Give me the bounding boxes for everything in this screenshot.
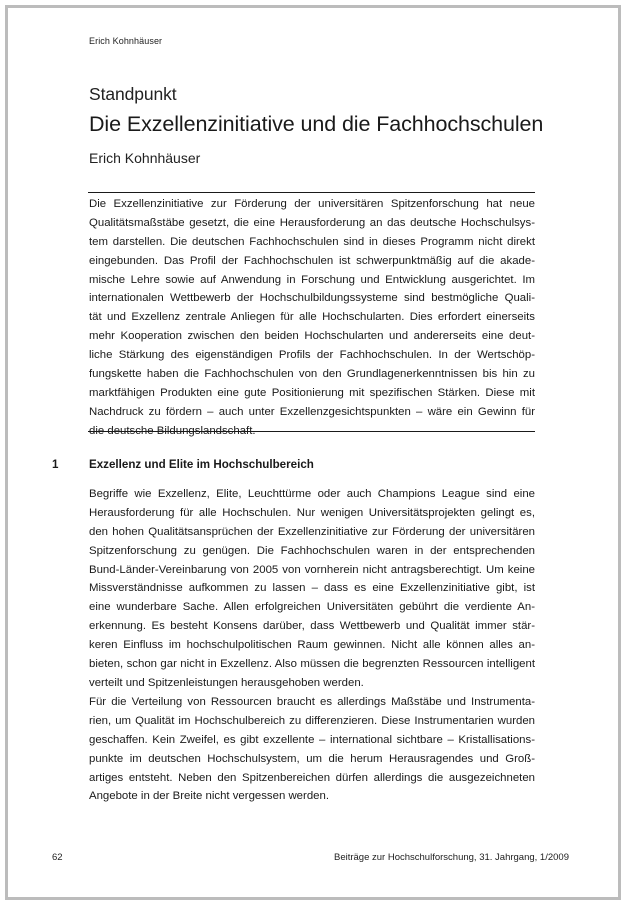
body-paragraph [89,693,535,806]
paragraph-line: Für die Verteilung von Ressourcen braucht es allerdings Maßstäbe und Instrumenta- [89,696,535,708]
paragraph-line: verteilt und Spitzenleistungen herausgehoben werden. [89,676,364,689]
abstract-line: tem darstellen. Die deutschen Fachhochschulen sind in dieses Programm nicht direkt [89,235,535,248]
abstract-line: internationalen Wettbewerb der Hochschulbildungssysteme sind bestmögliche Quali- [89,292,535,305]
abstract [89,195,535,441]
abstract-line: mische Lehre sowie auf Anwendung in Forschung und Entwicklung ausgerichtet. Im [89,273,535,286]
footer-journal-citation: Beiträge zur Hochschulforschung, 31. Jahrgang, 1/2009 [333,852,569,863]
abstract-top-rule [88,192,535,193]
abstract-line: die deutsche Bildungslandschaft. [89,424,256,437]
paragraph-line: keren Einfluss im hochschulpolitischen Raum gewinnen. Nicht alle können alles an- [89,639,535,652]
paragraph-line: Spitzenforschung zu genügen. Die Fachhochschulen waren in der entsprechenden [89,544,535,557]
running-header: Erich Kohnhäuser [89,36,163,46]
footer-page-number: 62 [52,852,63,863]
abstract-line: fungskette haben die Fachhochschulen von den Grundlagenerkenntnissen bis hin zu [89,368,535,381]
abstract-line: Die Exzellenzinitiative zur Förderung der universitären Spitzenforschung hat neue [89,198,535,210]
paragraph-line: artiges entsteht. Neben den Spitzenbereichen dürfen allerdings die ausgezeichneten [89,771,535,784]
paragraph-line: eine wunderbare Sache. Allen erfolgreichen Universitäten gebührt die verdiente An- [89,601,535,614]
abstract-line: mehr Kooperation zwischen den beiden Hochschularten und andererseits eine deut- [89,330,535,343]
paragraph-line: Angebote in der Breite nicht vergessen werden. [89,790,329,803]
paragraph-line: erkennung. Es besteht Konsens darüber, dass Wettbewerb und Qualität immer stär- [89,620,535,633]
abstract-line: Qualitätsmaßstäbe gesetzt, die eine Herausforderung an das deutsche Hochschulsys- [89,216,535,229]
abstract-line: Nachdruck zu fördern – auch unter Exzellenzgesichtspunkten – wäre ein Gewinn für [89,405,535,418]
paragraph-line: bieten, schon gar nicht in Exzellenz. Also müssen die begrenzten Ressourcen intelligent [89,658,535,671]
paragraph-line: Begriffe wie Exzellenz, Elite, Leuchttürme oder auch Champions League sind eine [89,488,535,500]
article-author: Erich Kohnhäuser [89,150,201,166]
paragraph-line: punkte im deutschen Hochschulsystem, um die herum Herausragendes und Groß- [89,752,535,765]
body-paragraph [89,485,535,693]
section-heading: Exzellenz und Elite im Hochschulbereich [89,458,314,471]
paragraph-line: Bund-Länder-Vereinbarung von 2005 von vornherein nicht antragsberechtigt. Um keine [89,563,535,576]
abstract-line: marktfähigen Produkten eine gute Positionierung mit spezifischen Stärken. Diese mit [89,386,535,399]
paragraph-line: den hohen Qualitätsansprüchen der Exzellenzinitiative zur Förderung der universitären [89,525,535,538]
abstract-line: tät und Exzellenz zentrale Anliegen für alle Hochschularten. Dies erfordert einerseits [89,311,535,324]
article-kicker: Standpunkt [89,84,177,104]
paragraph-line: rien, um Qualität im Hochschulbereich zu differenzieren. Diese Instrumentarien wurden [89,714,535,727]
paragraph-line: Missverständnisse aufkommen zu lassen – dass es eine Exzellenzinitiative gibt, ist [89,582,535,595]
section-number: 1 [52,458,59,471]
abstract-bottom-rule [88,431,535,432]
abstract-line: liche Stärkung des eigenständigen Profils der Fachhochschulen. In der Wertschöp- [89,349,535,362]
article-title: Die Exzellenzinitiative und die Fachhochschulen [89,112,544,136]
abstract-line: eingebunden. Das Profil der Fachhochschulen ist schwerpunktmäßig auf die akade- [89,254,535,267]
paragraph-line: Herausforderung für alle Hochschulen. Nur wenigen Universitätsprojekten gelingt es, [89,506,535,519]
paragraph-line: geschaffen. Kein Zweifel, es gibt exzellente – international sichtbare – Kristallisations- [89,733,535,746]
